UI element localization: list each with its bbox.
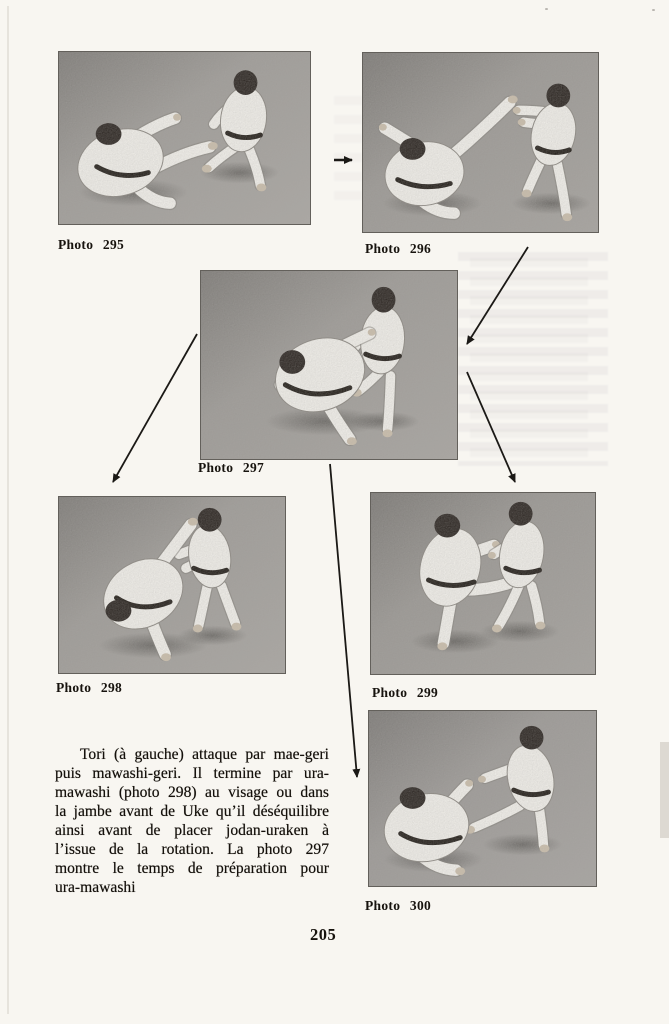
photo-297-image (201, 271, 457, 459)
bleed-through-text (334, 96, 362, 208)
paragraph-line: ainsi avant de placer jodan-uraken à (55, 822, 329, 839)
page-number: 205 (310, 925, 337, 944)
photo-300 (368, 710, 597, 887)
photo-296-image (363, 53, 598, 232)
bleed-through-text (470, 258, 588, 458)
photo-300-image (369, 711, 596, 886)
photo-296 (362, 52, 599, 233)
photo-298-caption: Photo 298 (56, 680, 123, 695)
body-paragraph (55, 745, 329, 897)
paragraph-line: la jambe avant de Uke qu’il déséquilibre (55, 803, 329, 820)
photo-299-image (371, 493, 595, 674)
photo-295 (58, 51, 311, 225)
photo-295-image (59, 52, 310, 224)
photo-298-image (59, 497, 285, 673)
photo-297 (200, 270, 458, 460)
photo-300-caption: Photo 300 (365, 898, 432, 913)
paragraph-line: ura-mawashi (55, 879, 136, 896)
photo-297-caption: Photo 297 (198, 460, 265, 475)
photo-296-caption: Photo 296 (365, 241, 432, 256)
scan-speck (652, 9, 655, 11)
sequence-arrow-297-298 (113, 334, 197, 482)
sequence-arrow-297-300 (330, 464, 357, 777)
photo-295-caption: Photo 295 (58, 237, 125, 252)
paragraph-line: Tori (à gauche) attaque par mae-geri (80, 746, 329, 763)
scan-edge-band (660, 742, 669, 838)
photo-298 (58, 496, 286, 674)
photo-299-caption: Photo 299 (372, 685, 439, 700)
paragraph-line: mawashi (photo 298) au visage ou dans (55, 784, 329, 801)
paragraph-line: puis mawashi-geri. Il termine par ura- (55, 765, 329, 782)
photo-299 (370, 492, 596, 675)
paragraph-line: montre le temps de préparation pour (55, 860, 329, 877)
scan-speck (545, 8, 548, 10)
scan-edge-line (7, 6, 9, 1014)
paragraph-line: l’issue de la rotation. La photo 297 (55, 841, 329, 858)
